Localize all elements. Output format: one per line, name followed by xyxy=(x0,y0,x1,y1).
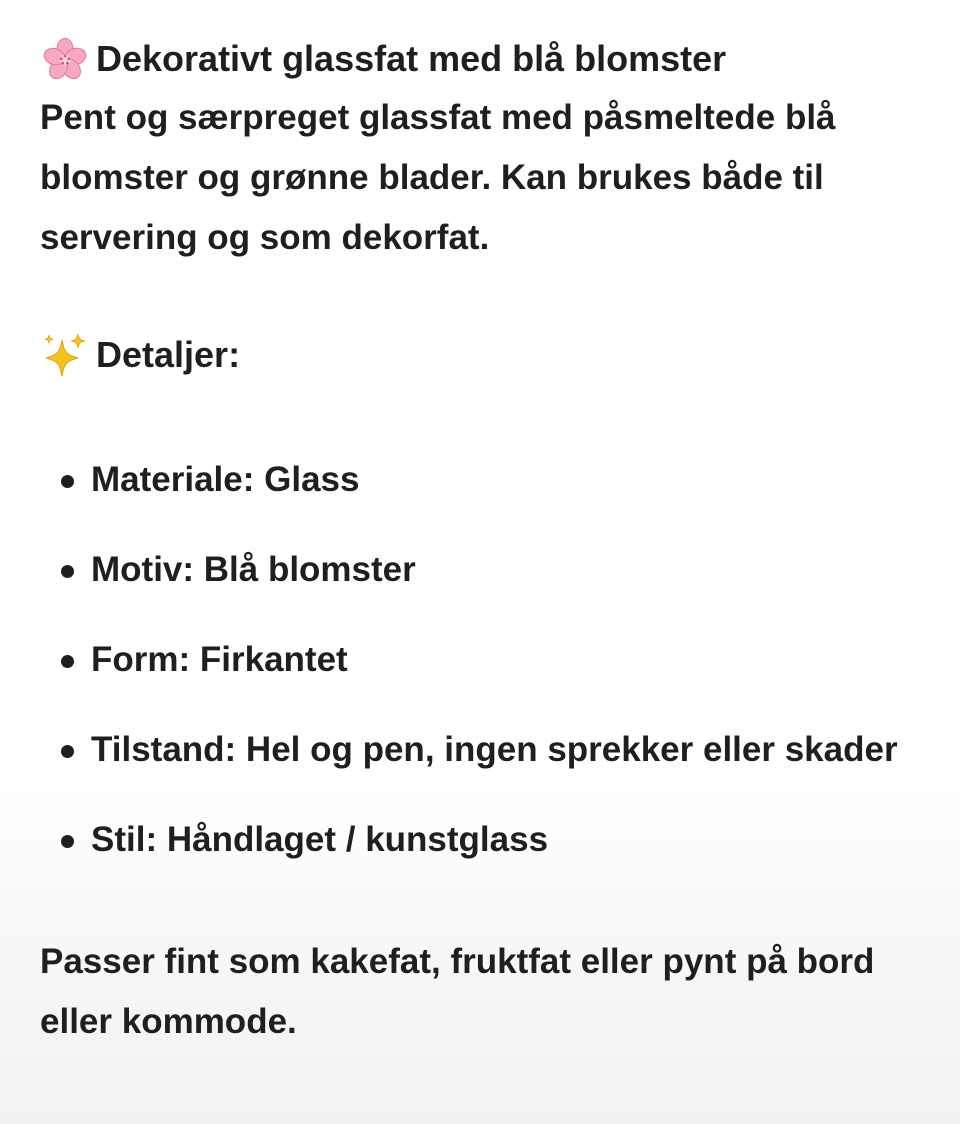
bullet-icon xyxy=(61,835,74,848)
bullet-icon xyxy=(61,565,74,578)
listing-title-text: Dekorativt glassfat med blå blomster xyxy=(96,38,727,79)
bullet-icon xyxy=(61,475,74,488)
list-item xyxy=(40,720,930,780)
bullet-icon xyxy=(61,745,74,758)
list-item xyxy=(40,810,930,870)
sparkles-icon xyxy=(40,330,90,380)
details-heading xyxy=(40,330,930,380)
listing-description xyxy=(40,34,930,1052)
details-heading-text: Detaljer: xyxy=(96,334,241,375)
detail-condition: Tilstand: Hel og pen, ingen sprekker eller skader xyxy=(91,730,898,769)
detail-shape: Form: Firkantet xyxy=(91,640,348,679)
detail-motif: Motiv: Blå blomster xyxy=(91,550,416,589)
details-list xyxy=(40,450,930,870)
listing-intro: Pent og særpreget glassfat med påsmeltede blå blomster og grønne blader. Kan brukes både til servering og som dekorfat. xyxy=(40,98,836,257)
bullet-icon xyxy=(61,655,74,668)
closing-text: Passer fint som kakefat, fruktfat eller pynt på bord eller kommode. xyxy=(40,942,875,1041)
detail-style: Stil: Håndlaget / kunstglass xyxy=(91,820,549,859)
list-item xyxy=(40,540,930,600)
detail-material: Materiale: Glass xyxy=(91,460,360,499)
list-item xyxy=(40,630,930,690)
listing-title xyxy=(40,34,930,84)
list-item xyxy=(40,450,930,510)
cherry-blossom-icon xyxy=(40,34,90,84)
